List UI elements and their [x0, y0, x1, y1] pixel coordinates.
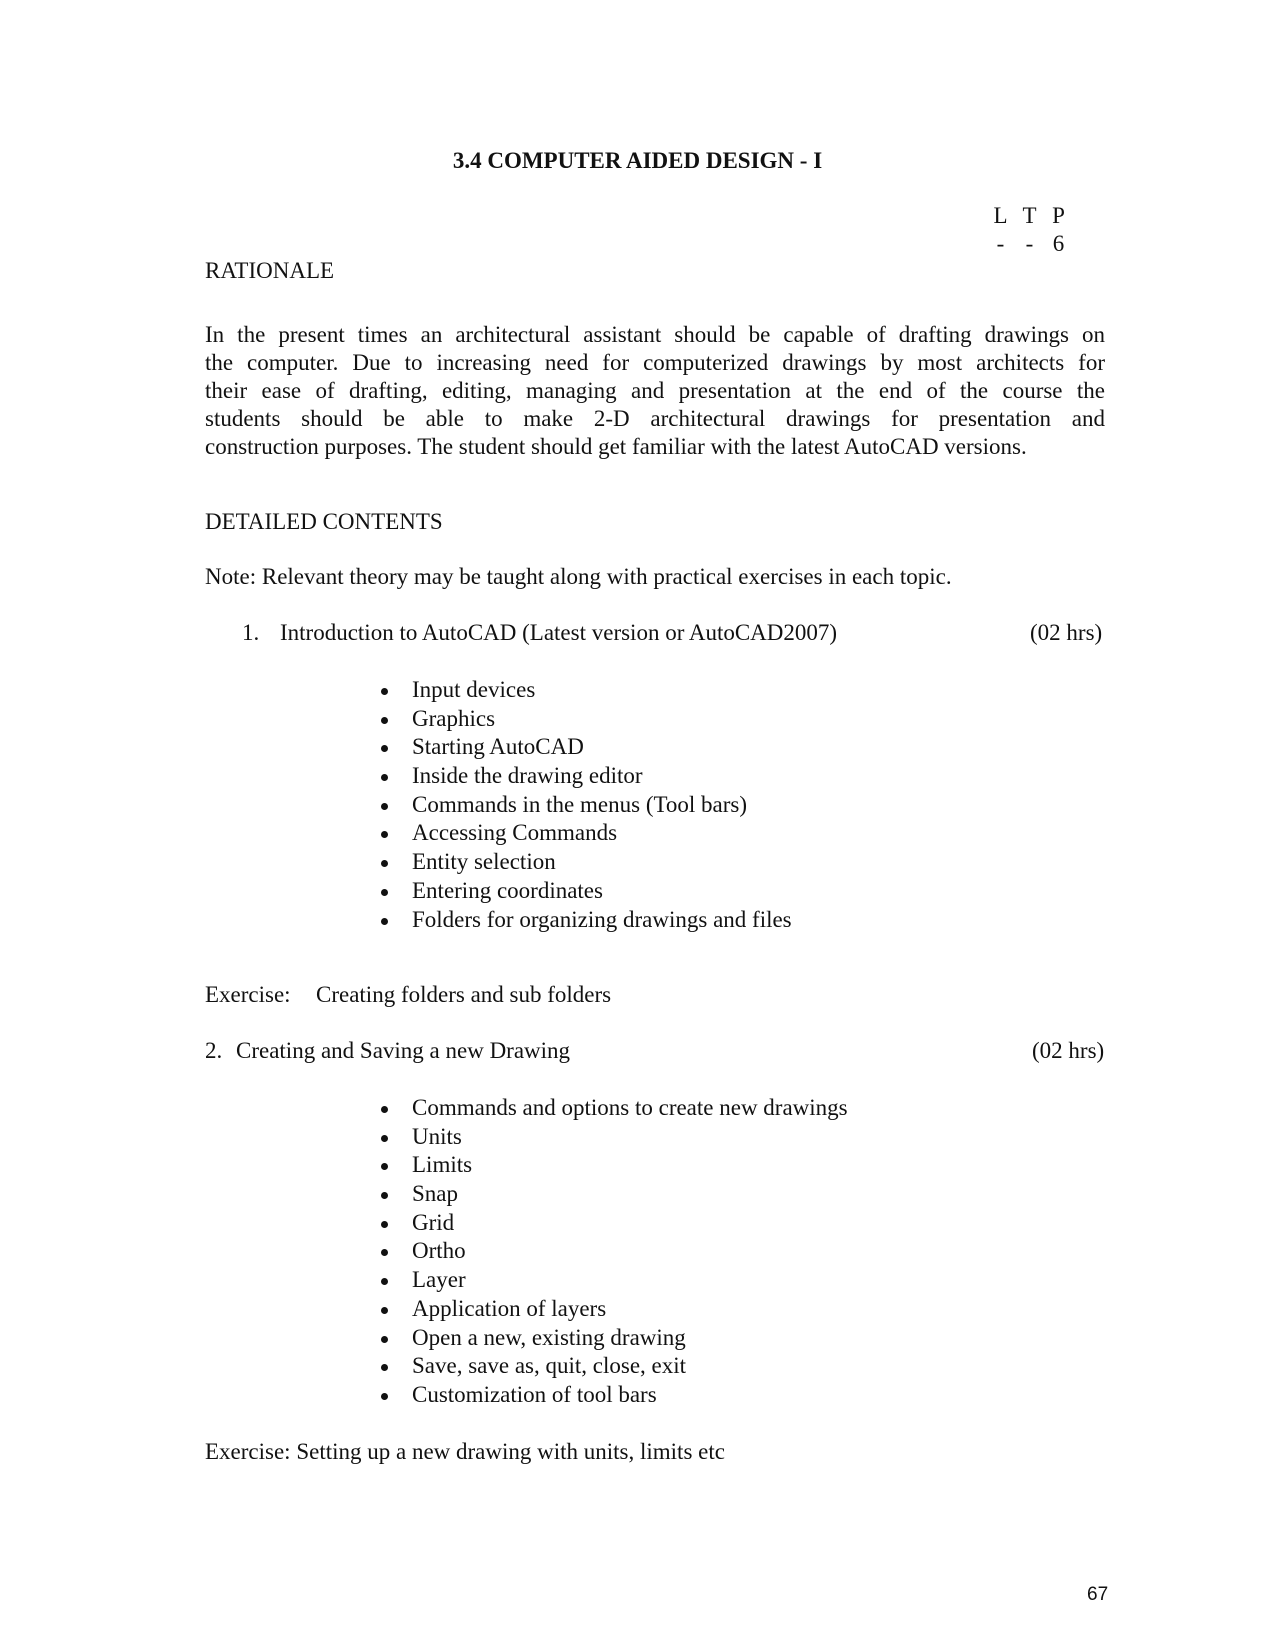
list-item: Customization of tool bars [378, 1381, 848, 1410]
ltp-value-l: - [996, 231, 1005, 256]
list-item: Commands in the menus (Tool bars) [378, 791, 792, 820]
list-item: Input devices [378, 676, 792, 705]
topic-2-hours: (02 hrs) [1032, 1038, 1105, 1063]
list-item: Commands and options to create new drawings [378, 1094, 848, 1123]
topic-1-list [378, 676, 792, 934]
list-item: Entering coordinates [378, 877, 792, 906]
list-item: Application of layers [378, 1295, 848, 1324]
list-item: Ortho [378, 1237, 848, 1266]
list-item: Grid [378, 1209, 848, 1238]
topic-1-exercise-label: Exercise: [205, 982, 291, 1007]
rationale-line: construction purposes. The student should get familiar with the latest AutoCAD versions. [205, 434, 1027, 459]
ltp-value-p: 6 [1052, 231, 1065, 256]
contents-note: Note: Relevant theory may be taught along with practical exercises in each topic. [205, 564, 952, 589]
rationale-line: In the present times an architectural assistant should be capable of drafting drawings on [205, 322, 1105, 347]
topic-1-exercise-text: Creating folders and sub folders [316, 982, 612, 1007]
list-item: Units [378, 1123, 848, 1152]
topic-1-hours: (02 hrs) [1030, 620, 1103, 645]
list-item: Snap [378, 1180, 848, 1209]
topic-1-title: Introduction to AutoCAD (Latest version or AutoCAD2007) [280, 620, 838, 645]
ltp-header-l: L [993, 203, 1008, 228]
topic-1-number: 1. [242, 620, 260, 645]
document-title: 3.4 COMPUTER AIDED DESIGN - I [452, 148, 823, 173]
rationale-line: their ease of drafting, editing, managing and presentation at the end of the course the [205, 378, 1105, 403]
list-item: Graphics [378, 705, 792, 734]
list-item: Entity selection [378, 848, 792, 877]
list-item: Open a new, existing drawing [378, 1324, 848, 1353]
ltp-header-p: P [1052, 203, 1065, 228]
list-item: Layer [378, 1266, 848, 1295]
ltp-header-t: T [1022, 203, 1037, 228]
rationale-line: students should be able to make 2-D architectural drawings for presentation and [205, 406, 1105, 431]
ltp-value-t: - [1025, 231, 1034, 256]
list-item: Folders for organizing drawings and files [378, 906, 792, 935]
topic-2-list [378, 1094, 848, 1410]
list-item: Accessing Commands [378, 819, 792, 848]
rationale-line: the computer. Due to increasing need for computerized drawings by most architects for [205, 350, 1105, 375]
ltp-values [986, 231, 1073, 257]
list-item: Inside the drawing editor [378, 762, 792, 791]
rationale-paragraph [205, 321, 1105, 461]
contents-heading: DETAILED CONTENTS [205, 509, 443, 534]
ltp-headers [986, 203, 1073, 229]
list-item: Starting AutoCAD [378, 733, 792, 762]
topic-2-number: 2. [205, 1038, 223, 1063]
topic-2-title: Creating and Saving a new Drawing [236, 1038, 571, 1063]
rationale-heading: RATIONALE [205, 258, 335, 283]
page-number: 67 [1087, 1584, 1109, 1605]
list-item: Save, save as, quit, close, exit [378, 1352, 848, 1381]
topic-2-exercise: Exercise: Setting up a new drawing with units, limits etc [205, 1439, 725, 1464]
list-item: Limits [378, 1151, 848, 1180]
